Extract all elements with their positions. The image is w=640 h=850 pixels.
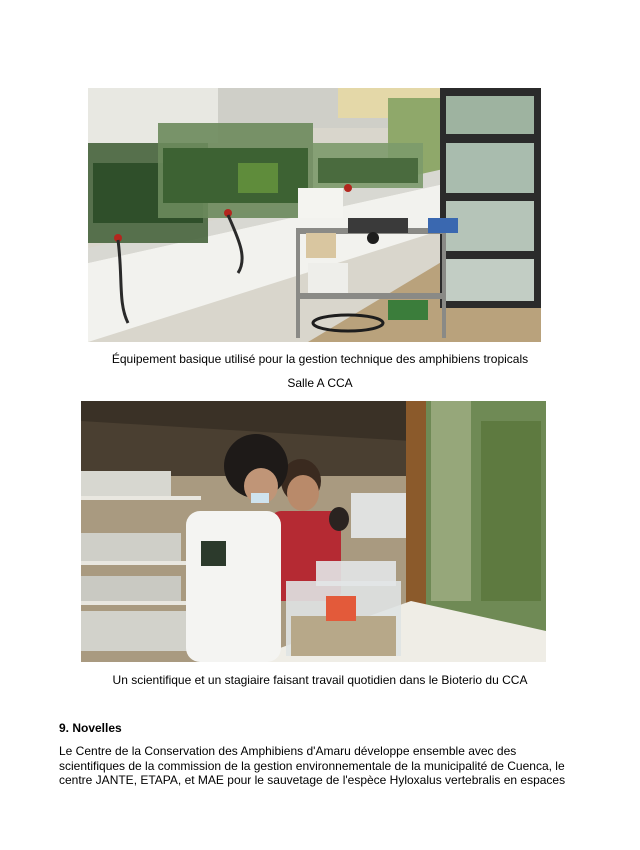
bioterio-work-photo xyxy=(81,401,546,662)
figure-2-caption: Un scientifique et un stagiaire faisant travail quotidien dans le Bioterio du CCA xyxy=(112,673,528,687)
section-heading: 9. Novelles xyxy=(59,721,122,735)
figure-1-caption-line-1: Équipement basique utilisé pour la gestion technique des amphibiens tropicals xyxy=(111,352,529,366)
figure-1-caption-line-2: Salle A CCA xyxy=(287,376,353,390)
paragraph-line: Le Centre de la Conservation des Amphibiens d'Amaru développe ensemble avec des xyxy=(59,744,517,758)
section-paragraph xyxy=(59,744,589,788)
lab-equipment-photo xyxy=(88,88,541,342)
paragraph-line: centre JANTE, ETAPA, et MAE pour le sauvetage de l'espèce Hyloxalus vertebralis en espaces xyxy=(59,773,566,788)
paragraph-line: scientifiques de la commission de la gestion environnementale de la municipalité de Cuenca, le xyxy=(59,758,565,773)
